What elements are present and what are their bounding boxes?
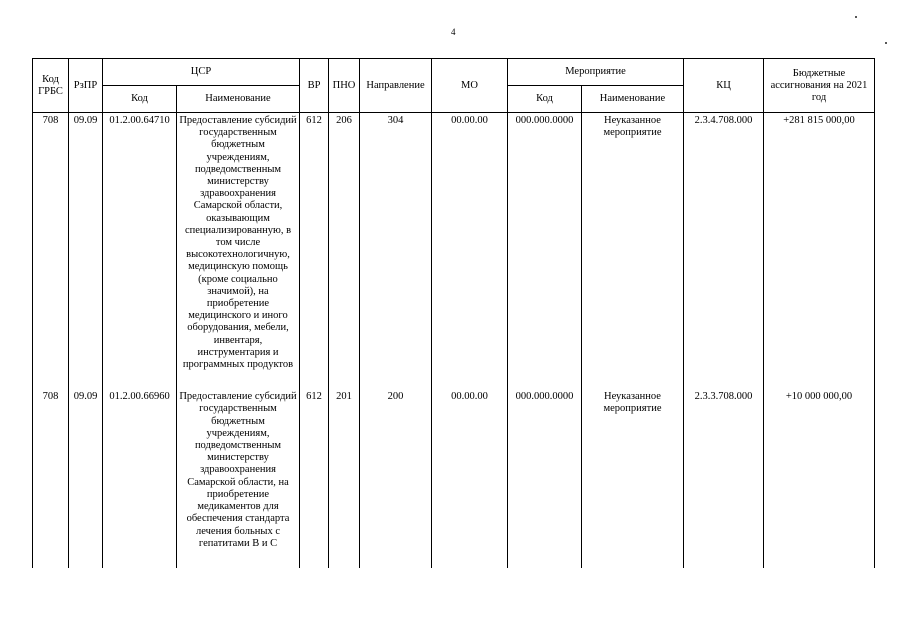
table-row (33, 389, 875, 568)
header-rzpr: РзПР (69, 59, 103, 113)
cell-rzpr: 09.09 (69, 389, 103, 568)
cell-mer-name: Неуказанное мероприятие (582, 113, 684, 390)
header-meropriyatie: Мероприятие (508, 59, 684, 86)
header-mer-name: Наименование (582, 86, 684, 113)
cell-kc: 2.3.3.708.000 (684, 389, 764, 568)
cell-amount: +281 815 000,00 (764, 113, 875, 390)
cell-pno: 201 (329, 389, 360, 568)
header-budget: Бюджетные ассигнования на 2021 год (764, 59, 875, 113)
cell-amount: +10 000 000,00 (764, 389, 875, 568)
budget-table (32, 58, 875, 568)
cell-vr: 612 (300, 113, 329, 390)
scan-speck (855, 16, 857, 18)
cell-grbs: 708 (33, 389, 69, 568)
cell-csr-kod: 01.2.00.64710 (103, 113, 177, 390)
table-row (33, 113, 875, 390)
cell-mo: 00.00.00 (432, 113, 508, 390)
header-napravlenie: Направление (360, 59, 432, 113)
header-mer-kod: Код (508, 86, 582, 113)
header-csr-kod: Код (103, 86, 177, 113)
header-csr: ЦСР (103, 59, 300, 86)
cell-mer-name: Неуказанное мероприятие (582, 389, 684, 568)
cell-rzpr: 09.09 (69, 113, 103, 390)
header-pno: ПНО (329, 59, 360, 113)
cell-napravlenie: 304 (360, 113, 432, 390)
header-mo: МО (432, 59, 508, 113)
header-csr-name: Наименование (177, 86, 300, 113)
cell-pno: 206 (329, 113, 360, 390)
cell-vr: 612 (300, 389, 329, 568)
cell-csr-name: Предоставление субсидий государственным бюджетным учреждениям, подведомственным министерству здравоохранения Самарской области, оказывающим специализированную, в том числе высокотехнологичную, медицинскую помощь (кроме социально значимой), на приобретение медицинского и иного оборудования, мебели, инвентаря, инструментария и программных продуктов (177, 113, 300, 390)
cell-csr-kod: 01.2.00.66960 (103, 389, 177, 568)
page-number: 4 (451, 27, 456, 37)
header-kod-grbs: Код ГРБС (33, 59, 69, 113)
cell-grbs: 708 (33, 113, 69, 390)
cell-mo: 00.00.00 (432, 389, 508, 568)
header-vr: ВР (300, 59, 329, 113)
header-kc: КЦ (684, 59, 764, 113)
cell-napravlenie: 200 (360, 389, 432, 568)
scan-speck (885, 42, 887, 44)
cell-mer-kod: 000.000.0000 (508, 113, 582, 390)
cell-mer-kod: 000.000.0000 (508, 389, 582, 568)
cell-csr-name: Предоставление субсидий государственным бюджетным учреждениям, подведомственным министерству здравоохранения Самарской области, на приобретение медикаментов для обеспечения стандарта лечения больных с гепатитами В и С (177, 389, 300, 568)
cell-kc: 2.3.4.708.000 (684, 113, 764, 390)
